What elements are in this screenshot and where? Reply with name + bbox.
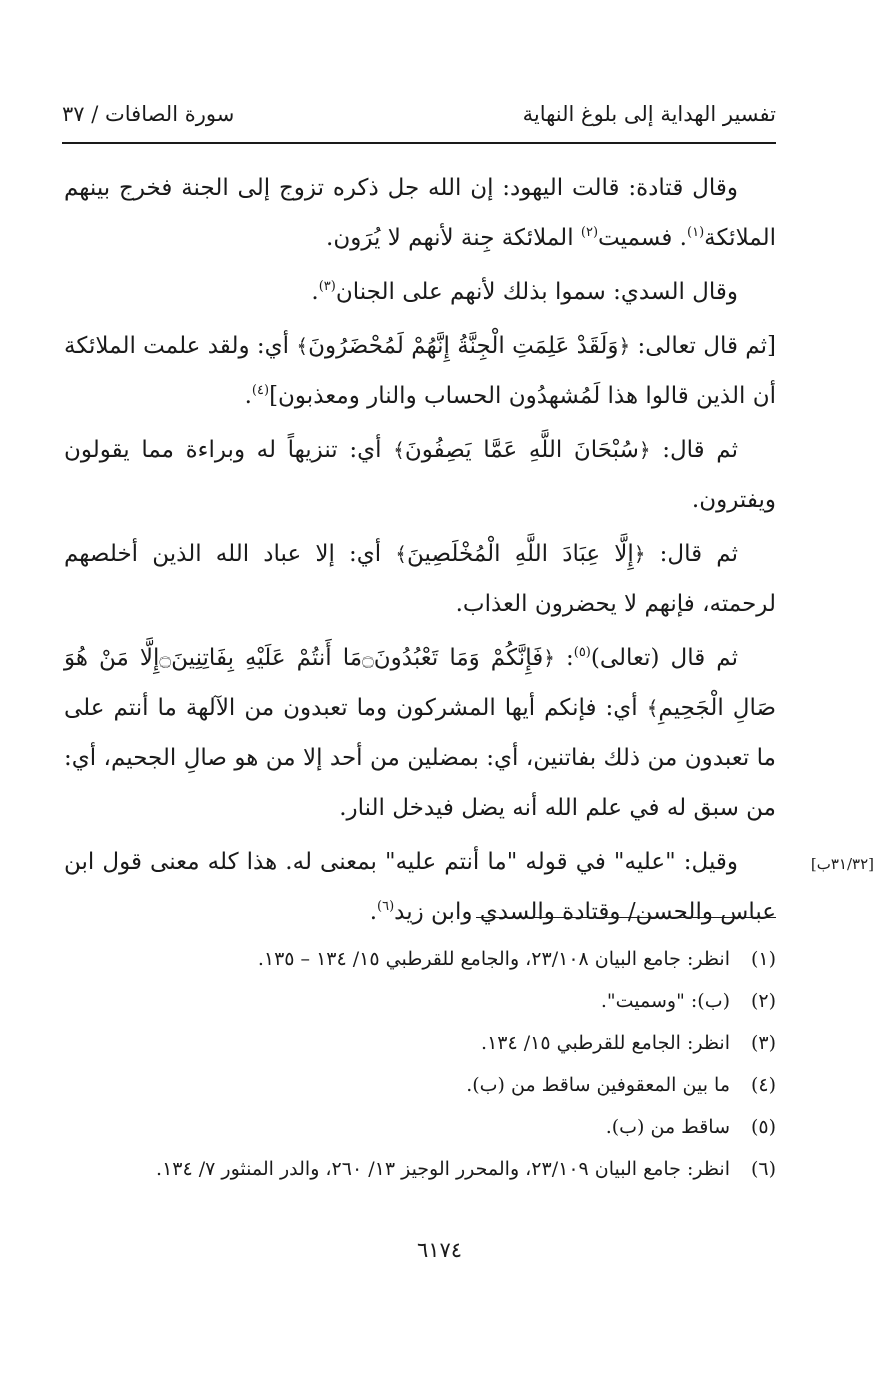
ayah-end-marker: ۝ (362, 646, 374, 670)
text: ثم قال: (650, 437, 739, 463)
footnote-text: ساقط من (ب). (605, 1116, 730, 1138)
text: : (554, 645, 574, 671)
ayah-end-marker: ۝ (159, 646, 172, 670)
footnote-number: (٥) (750, 1116, 776, 1138)
footnote-text: ما بين المعقوفين ساقط من (ب). (466, 1074, 730, 1096)
footnote-ref[interactable]: (٣) (318, 279, 336, 294)
footnote-ref[interactable]: (١) (687, 225, 705, 240)
running-header (62, 98, 776, 132)
footnotes (100, 938, 776, 1190)
footnote-number: (٣) (750, 1032, 776, 1054)
quran-verse: فَإِنَّكُمْ وَمَا تَعْبُدُونَ (373, 645, 544, 671)
footnote-text: انظر: جامع البيان ٢٣/١٠٨، والجامع للقرطبي ١٥/ ١٣٤ – ١٣٥. (257, 948, 730, 970)
manuscript-margin-note: [٣١/٣٢ب] (810, 855, 874, 873)
quran-bracket-open: ﴿ (638, 438, 651, 462)
footnote-item (100, 1106, 776, 1148)
quran-verse: إِلَّا مَنْ هُوَ صَالِ الْجَحِيمِ (64, 645, 776, 721)
text: وقال السدي: سموا بذلك لأنهم على الجنان (335, 279, 738, 305)
text: . (369, 899, 377, 925)
quran-verse: سُبْحَانَ اللَّهِ عَمَّا يَصِفُونَ (404, 437, 639, 463)
text: . (244, 383, 252, 409)
footnote-ref[interactable]: (٦) (377, 899, 395, 914)
footnote-number: (٤) (750, 1074, 776, 1096)
quran-verse: إِلَّا عِبَادَ اللَّهِ الْمُخْلَصِينَ (407, 541, 634, 567)
footnote-ref[interactable]: (٥) (573, 645, 591, 660)
text: أي: ولقد علمت الملائكة أن الذين قالوا هذا لَمُشهدُون الحساب والنار ومعذبون] (64, 333, 776, 409)
quran-verse: مَا أَنتُمْ عَلَيْهِ بِفَاتِنِينَ (171, 645, 363, 671)
footnote-ref[interactable]: (٤) (251, 383, 270, 398)
footnote-text: انظر: جامع البيان ٢٣/١٠٩، والمحرر الوجيز ١٣/ ٢٦٠، والدر المنثور ٧/ ١٣٤. (156, 1158, 730, 1180)
footnote-item (100, 938, 776, 980)
quran-bracket-close: ﴾ (395, 542, 408, 566)
footnote-number: (١) (750, 948, 776, 970)
text: الملائكة جِنة لأنهم لا يُرَون. (326, 225, 581, 251)
footnote-item (100, 1064, 776, 1106)
quran-bracket-close: ﴾ (393, 438, 405, 462)
footnote-separator (476, 917, 776, 918)
text: . (311, 279, 319, 305)
text: . فسميت (598, 225, 687, 251)
surah-reference: سورة الصافات / ٣٧ (62, 102, 235, 126)
quran-bracket-open: ﴿ (543, 646, 555, 670)
paragraph-qatada (64, 163, 776, 263)
book-title: تفسير الهداية إلى بلوغ النهاية (522, 102, 776, 126)
footnote-number: (٢) (750, 990, 776, 1012)
paragraph-verse-159 (64, 425, 776, 525)
text: ثم قال: (645, 541, 738, 567)
footnote-number: (٦) (750, 1158, 776, 1180)
footnote-text: (ب): "وسميت". (600, 990, 730, 1012)
paragraph-suddi (64, 267, 776, 317)
paragraph-alternative-view (64, 837, 776, 937)
quran-bracket-open: ﴿ (618, 334, 631, 358)
quran-verse: وَلَقَدْ عَلِمَتِ الْجِنَّةُ إِنَّهُمْ لَمُحْضَرُونَ (308, 333, 619, 359)
footnote-ref[interactable]: (٢) (580, 225, 599, 240)
text: وقال قتادة: قالت اليهود: إن الله جل ذكره تزوج إلى الجنة فخرج بينهم الملائكة (64, 175, 776, 251)
text: ثم قال (تعالى) (590, 645, 738, 671)
quran-bracket-open: ﴿ (633, 542, 646, 566)
footnote-item (100, 1148, 776, 1190)
page-number: ٦١٧٤ (416, 1238, 463, 1262)
footnote-item (100, 980, 776, 1022)
text: [ثم قال تعالى: (630, 333, 776, 359)
main-text (64, 163, 874, 941)
footnote-item (100, 1022, 776, 1064)
footnote-text: انظر: الجامع للقرطبي ١٥/ ١٣٤. (481, 1032, 730, 1054)
quran-bracket-close: ﴾ (646, 696, 659, 720)
paragraph-verse-160 (64, 529, 776, 629)
paragraph-verse-158 (64, 321, 776, 421)
header-rule (62, 142, 776, 144)
text: أي: إلا عباد الله الذين أخلصهم لرحمته، فإنهم لا يحضرون العذاب. (64, 541, 776, 617)
text: أي: تنزيهاً له وبراءة مما يقولون ويفترون. (64, 437, 776, 513)
text: وقيل: "عليه" في قوله "ما أنتم عليه" بمعنى له. هذا كله معنى قول ابن عباس والحسن/ وقتادة والسدي وابن زيد (64, 849, 776, 925)
paragraph-verses-161-163 (64, 633, 776, 833)
quran-bracket-close: ﴾ (296, 334, 309, 358)
text: أي: فإنكم أيها المشركون وما تعبدون من الآلهة ما أنتم على ما تعبدون من ذلك بفاتنين، أي: بمضلين من أحد إلا من هو صالِ الجحيم، أي: من سبق له في علم الله أنه يضل فيدخل النار. (64, 695, 776, 821)
